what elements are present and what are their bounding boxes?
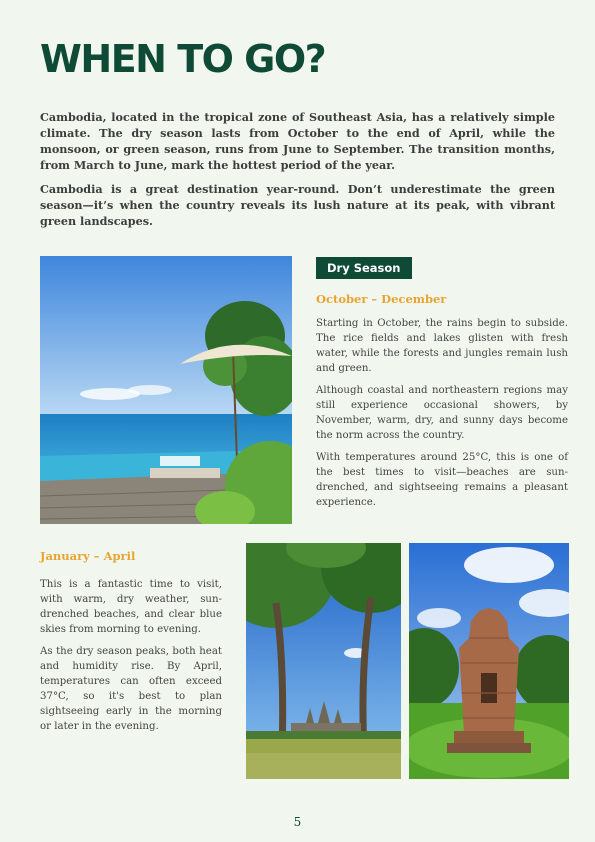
dry-season-paragraph: Although coastal and northeastern regions may still experience occasional showers, by November, warm, dry, and sunny days become the norm across the country. [316,385,568,441]
page-title: WHEN TO GO? [40,37,326,81]
intro-paragraph: Cambodia is a great destination year-round. Don’t underestimate the green season—it’s when the country reveals its lush nature at its peak, with vibrant green landscapes. [40,182,555,228]
angkor-wat-photo [246,543,401,779]
page-number: 5 [293,815,302,829]
infinity-pool-photo [40,256,292,524]
dry-season-heading: October – December [316,292,447,306]
intro-paragraph: Cambodia, located in the tropical zone of Southeast Asia, has a relatively simple climate. The dry season lasts from October to the end of April, while the monsoon, or green season, runs from June to September. The transition months, from March to June, mark the hottest period of the year. [40,110,555,172]
brick-temple-photo [409,543,569,779]
jan-april-paragraph: This is a fantastic time to visit, with warm, dry weather, sun-drenched beaches, and clear blue skies from morning to evening. [40,579,222,635]
dry-season-badge: Dry Season [316,257,412,279]
dry-season-paragraph: With temperatures around 25°C, this is one of the best times to visit—beaches are sun-drenched, and sightseeing remains a pleasant experience. [316,452,568,508]
dry-season-text [316,316,568,517]
intro-section [40,109,555,237]
jan-april-text [40,577,222,741]
jan-april-paragraph: As the dry season peaks, both heat and humidity rise. By April, temperatures can often exceed 37°C, so it's best to plan sightseeing early in the morning or later in the evening. [40,646,222,732]
dry-season-paragraph: Starting in October, the rains begin to subside. The rice fields and lakes glisten with fresh water, while the forests and jungles remain lush and green. [316,318,568,374]
jan-april-heading: January – April [40,549,136,563]
